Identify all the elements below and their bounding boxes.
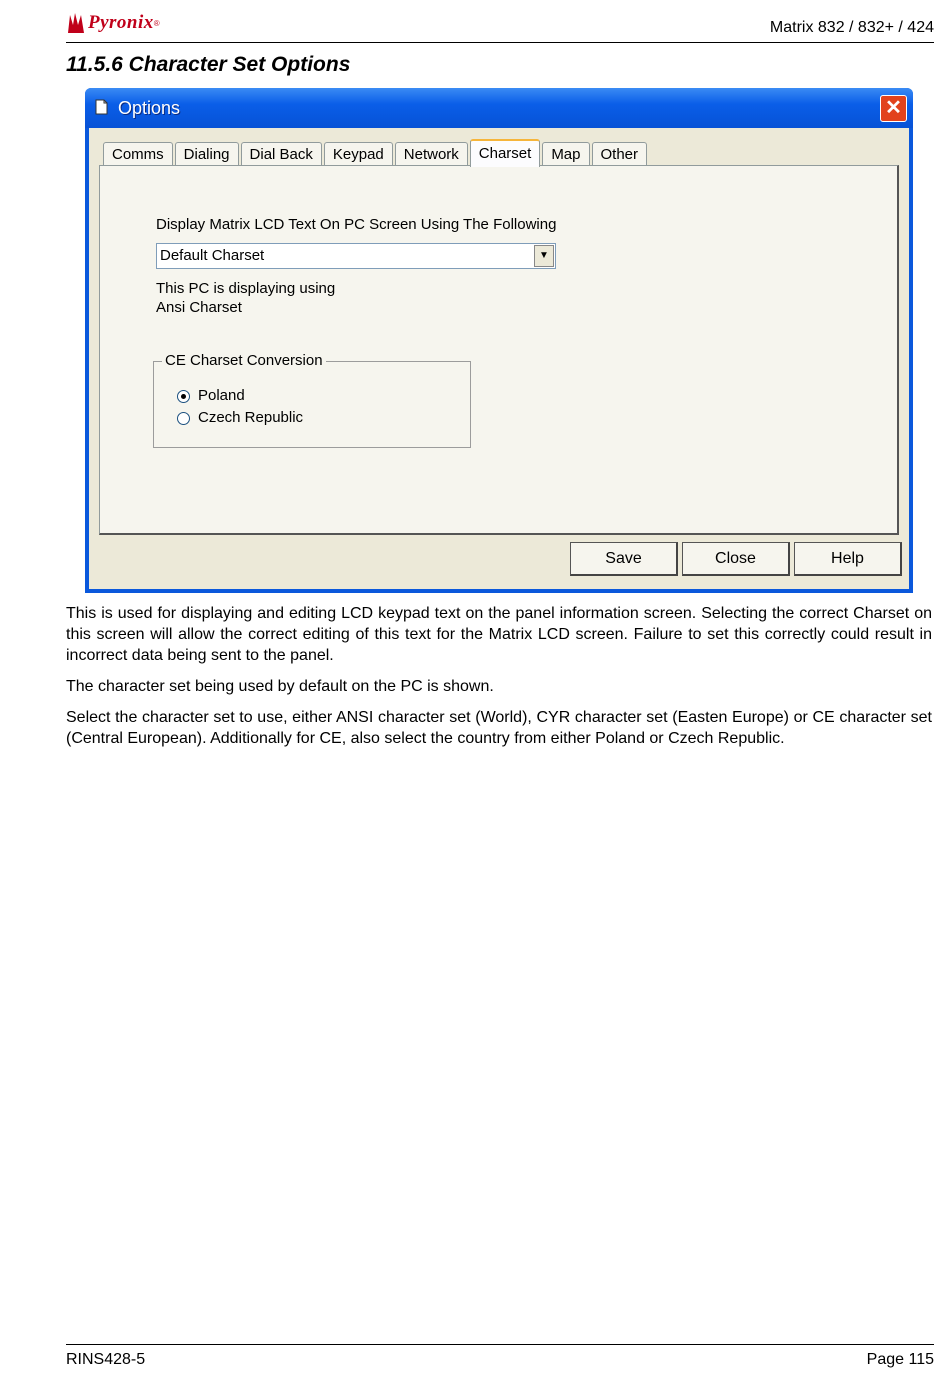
document-icon — [95, 99, 108, 115]
save-button[interactable]: Save — [570, 542, 678, 576]
tab-dial-back[interactable]: Dial Back — [241, 142, 322, 166]
pc-info-line2: Ansi Charset — [156, 299, 242, 316]
pyronix-flame-icon — [66, 11, 86, 35]
section-title: 11.5.6 Character Set Options — [66, 53, 351, 76]
window-titlebar[interactable] — [85, 88, 913, 128]
paragraph-2: The character set being used by default on the PC is shown. — [66, 678, 494, 695]
window-client-area — [89, 128, 909, 589]
display-label: Display Matrix LCD Text On PC Screen Using The Following — [156, 216, 557, 233]
tab-other[interactable]: Other — [592, 142, 648, 166]
radio-czech-republic[interactable] — [177, 412, 190, 425]
tab-comms[interactable]: Comms — [103, 142, 173, 166]
group-title: CE Charset Conversion — [162, 352, 326, 369]
page-number: Page 115 — [866, 1351, 934, 1368]
help-button[interactable]: Help — [794, 542, 902, 576]
chevron-down-icon[interactable]: ▼ — [534, 245, 554, 267]
tab-charset[interactable]: Charset — [470, 139, 541, 167]
doc-reference: RINS428-5 — [66, 1351, 146, 1368]
radio-poland-label[interactable]: Poland — [198, 387, 245, 404]
paragraph-1: This is used for displaying and editing LCD keypad text on the panel information screen. Selecting the correct Charset on this screen will allow the correct editing of this text for the Matrix LCD screen. Failure to set this correctly could result in incorrect data being sent to the panel. — [66, 605, 932, 664]
product-model: Matrix 832 / 832+ / 424 — [769, 19, 934, 36]
options-window — [85, 88, 913, 593]
page-footer — [66, 1344, 934, 1371]
window-close-button[interactable]: ✕ — [880, 95, 907, 122]
charset-select[interactable] — [156, 243, 556, 269]
charset-select-value: Default Charset — [160, 247, 265, 264]
pc-info-line1: This PC is displaying using — [156, 280, 336, 297]
tab-map[interactable]: Map — [542, 142, 589, 166]
pyronix-logo — [66, 8, 160, 38]
window-title: Options — [118, 98, 181, 118]
tab-strip — [103, 138, 649, 166]
charset-tab-panel — [99, 165, 899, 535]
close-button[interactable]: Close — [682, 542, 790, 576]
logo-trademark: ® — [153, 18, 160, 28]
tab-keypad[interactable]: Keypad — [324, 142, 393, 166]
tab-dialing[interactable]: Dialing — [175, 142, 239, 166]
page-header — [66, 8, 934, 43]
radio-czech-republic-label[interactable]: Czech Republic — [198, 409, 304, 426]
logo-text: Pyronix — [88, 12, 154, 33]
ce-charset-group — [153, 352, 471, 448]
radio-poland[interactable] — [177, 390, 190, 403]
paragraph-3: Select the character set to use, either ANSI character set (World), CYR character set (Easten Europe) or CE character set (Central European). Additionally for CE, also select the country from either Poland or Czech Republic. — [66, 709, 932, 747]
tab-network[interactable]: Network — [395, 142, 468, 166]
